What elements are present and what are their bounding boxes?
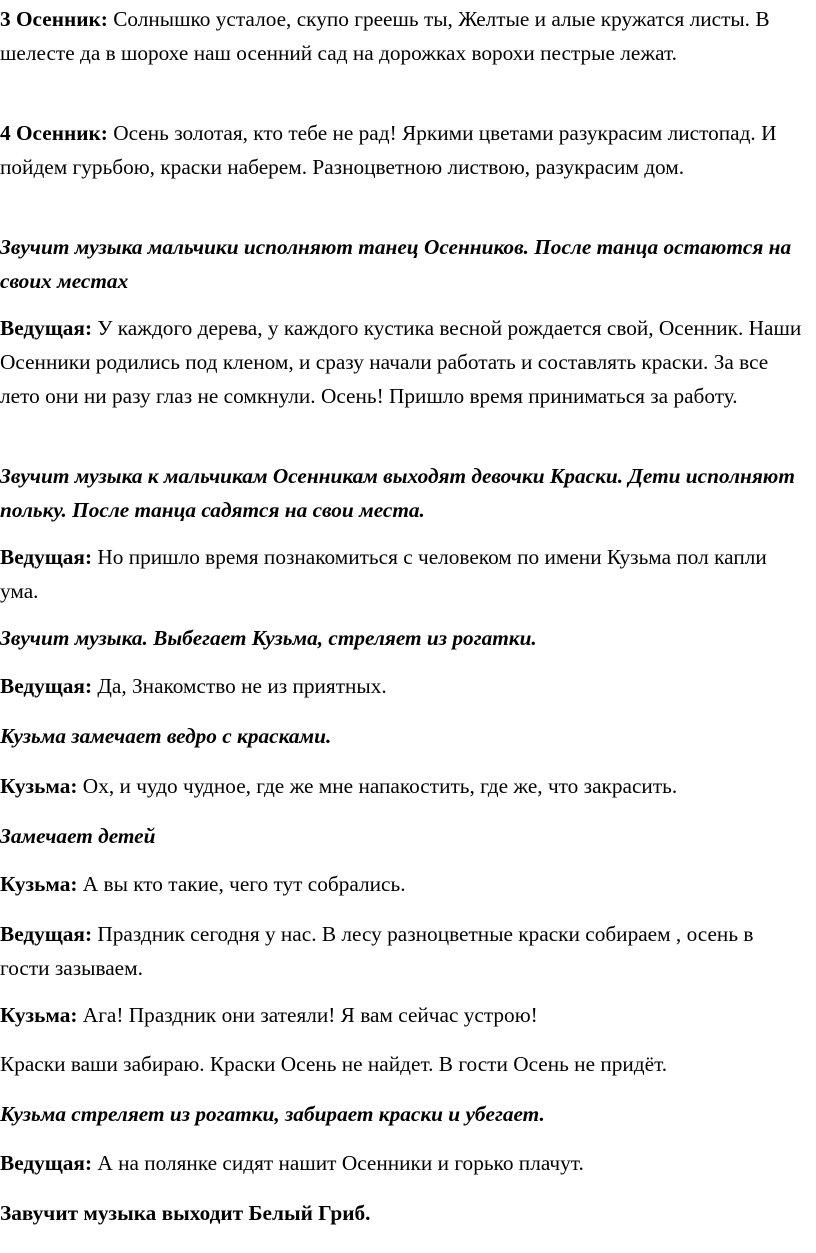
paragraph-text: Праздник сегодня у нас. В лесу разноцветные краски собираем , осень в гости зазываем. bbox=[0, 922, 754, 980]
paragraph-text: Ох, и чудо чудное, где же мне напакостить, где же, что закрасить. bbox=[77, 774, 678, 798]
speaker-label: Ведущая: bbox=[0, 922, 93, 946]
speaker-label: Ведущая: bbox=[0, 674, 93, 698]
paragraph-oseннik-3 bbox=[0, 2, 808, 70]
stage-direction: Звучит музыка мальчики исполняют танец Осенников. После танца остаются на своих местах bbox=[0, 235, 792, 293]
stage-direction: Звучит музыка к мальчикам Осенникам выходят девочки Краски. Дети исполняют польку. После танца садятся на свои места. bbox=[0, 464, 795, 522]
paragraph-text: А вы кто такие, чего тут собрались. bbox=[77, 872, 406, 896]
paragraph-text: А на полянке сидят нашит Осенники и горько плачут. bbox=[92, 1151, 584, 1175]
stage-direction-bold: Завучит музыка выходит Белый Гриб. bbox=[0, 1201, 371, 1225]
paragraph-presenter bbox=[0, 669, 808, 703]
stage-direction: Кузьма замечает ведро с красками. bbox=[0, 724, 332, 748]
paragraph-text: Но пришло время познакомиться с человеком по имени Кузьма пол капли ума. bbox=[0, 545, 767, 603]
paragraph-presenter bbox=[0, 540, 808, 608]
paragraph-kuzma bbox=[0, 867, 808, 901]
speaker-label: Ведущая: bbox=[0, 545, 93, 569]
stage-direction: Кузьма стреляет из рогатки, забирает краски и убегает. bbox=[0, 1102, 545, 1126]
speaker-label: Ведущая: bbox=[0, 316, 93, 340]
paragraph-presenter bbox=[0, 917, 808, 985]
speaker-label: Кузьма: bbox=[0, 872, 78, 896]
paragraph-text: Ага! Праздник они затеяли! Я вам сейчас устрою! bbox=[77, 1003, 538, 1027]
paragraph-text: Осень золотая, кто тебе не рад! Яркими цветами разукрасим листопад. И пойдем гурьбою, краски наберем. Разноцветною листвою, разукрасим дом. bbox=[0, 121, 777, 179]
stage-direction: Звучит музыка. Выбегает Кузьма, стреляет из рогатки. bbox=[0, 626, 537, 650]
paragraph-text: Да, Знакомство не из приятных. bbox=[92, 674, 387, 698]
speaker-label: 3 Осенник: bbox=[0, 7, 108, 31]
paragraph-presenter bbox=[0, 1146, 808, 1180]
paragraph-kuzma bbox=[0, 769, 808, 803]
paragraph-text: Солнышко усталое, скупо греешь ты, Желтые и алые кружатся листы. В шелесте да в шорохе наш осенний сад на дорожках ворохи пестрые лежат. bbox=[0, 7, 770, 65]
paragraph-kuzma bbox=[0, 998, 808, 1032]
speaker-label: 4 Осенник: bbox=[0, 121, 108, 145]
speaker-label: Кузьма: bbox=[0, 1003, 78, 1027]
stage-direction: Замечает детей bbox=[0, 824, 156, 848]
speaker-label: Ведущая: bbox=[0, 1151, 93, 1175]
paragraph-kuzma-continued: Краски ваши забираю. Краски Осень не найдет. В гости Осень не придёт. bbox=[0, 1052, 668, 1076]
paragraph-text: У каждого дерева, у каждого кустика весной рождается свой, Осенник. Наши Осенники родились под кленом, и сразу начали работать и составлять краски. За все лето они ни разу глаз не сомкнули. Осень! Пришло время приниматься за работу. bbox=[0, 316, 802, 408]
speaker-label: Кузьма: bbox=[0, 774, 78, 798]
paragraph-presenter bbox=[0, 311, 808, 413]
paragraph-osennik-4 bbox=[0, 116, 808, 184]
